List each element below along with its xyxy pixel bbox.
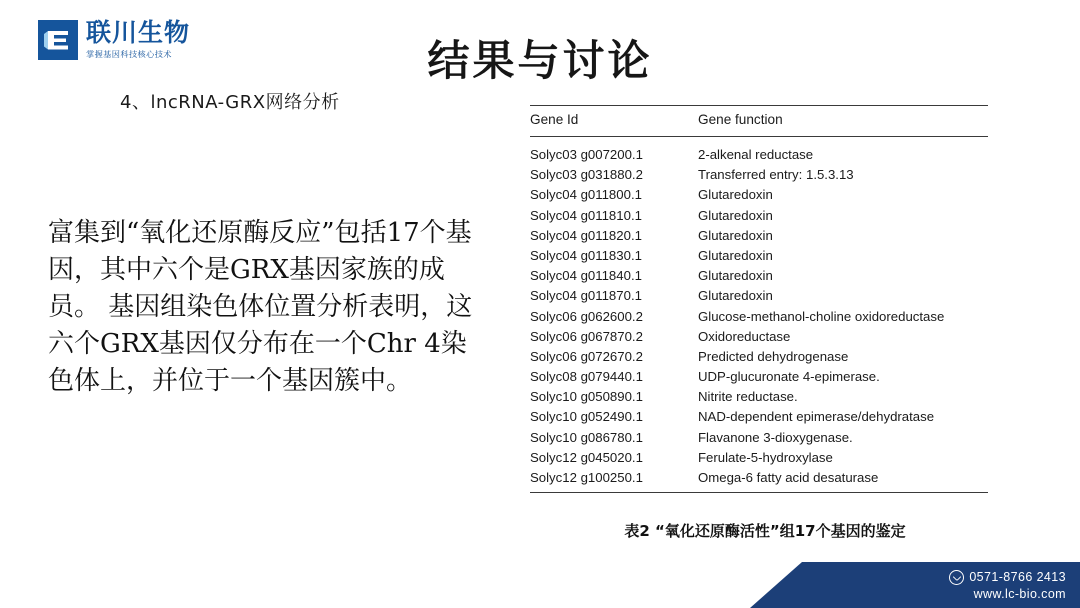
- table-row: [530, 467, 988, 492]
- table-head: [530, 106, 988, 137]
- footer-website[interactable]: www.lc-bio.com: [973, 587, 1066, 602]
- cell-gene-id: Solyc12 g045020.1: [530, 449, 643, 465]
- cell-gene-id: Solyc04 g011830.1: [530, 247, 642, 263]
- cell-gene-function: Transferred entry: 1.5.3.13: [698, 167, 854, 183]
- cell-gene-function: Omega-6 fatty acid desaturase: [698, 470, 879, 485]
- cell-gene-id: Solyc06 g072670.2: [530, 348, 643, 364]
- table-row: [530, 205, 988, 225]
- table-row: [530, 266, 988, 286]
- footer-contact: [949, 569, 1066, 603]
- table-row: [530, 286, 988, 306]
- cell-gene-id: Solyc04 g011870.1: [530, 288, 642, 304]
- body-paragraph: 富集到“氧化还原酶反应”包括17个基因，其中六个是GRX基因家族的成员。 基因组染色体位置分析表明，这六个GRX基因仅分布在一个Chr 4染色体上，并位于一个基因簇中。: [48, 218, 473, 396]
- cell-gene-id: Solyc10 g050890.1: [530, 389, 643, 405]
- phone-icon: [949, 570, 964, 585]
- footer-phone: 0571-8766 2413: [969, 570, 1066, 585]
- table-caption: 表2 “氧化还原酶活性”组17个基因的鉴定: [624, 522, 906, 540]
- cell-gene-function: UDP-glucuronate 4-epimerase.: [698, 369, 880, 385]
- cell-gene-id: Solyc06 g062600.2: [530, 308, 643, 324]
- cell-gene-function: NAD-dependent epimerase/dehydratase: [698, 409, 935, 425]
- column-header-gene-id: Gene Id: [530, 106, 698, 137]
- table-row: [530, 427, 988, 447]
- table-row: [530, 185, 988, 205]
- table-row: [530, 245, 988, 265]
- cell-gene-function: Glutaredoxin: [698, 247, 773, 263]
- footer-banner: [750, 562, 1080, 608]
- table-body: [530, 137, 988, 493]
- logo-company-name: 联川生物: [86, 18, 191, 48]
- table-row: [530, 306, 988, 326]
- cell-gene-function: Glutaredoxin: [698, 227, 773, 243]
- cell-gene-id: Solyc04 g011820.1: [530, 227, 642, 243]
- cell-gene-function: Predicted dehydrogenase: [698, 348, 849, 364]
- cell-gene-function: 2-alkenal reductase: [698, 147, 814, 162]
- table-row: [530, 447, 988, 467]
- cell-gene-function: Glutaredoxin: [698, 187, 773, 203]
- cell-gene-function: Glutaredoxin: [698, 207, 773, 223]
- table-row: [530, 407, 988, 427]
- section-heading: 4、lncRNA-GRX网络分析: [120, 92, 340, 113]
- table-row: [530, 366, 988, 386]
- cell-gene-function: Oxidoreductase: [698, 328, 791, 344]
- table-row: [530, 387, 988, 407]
- cell-gene-id: Solyc04 g011800.1: [530, 187, 642, 203]
- column-header-gene-function: Gene function: [698, 106, 988, 137]
- gene-table-wrapper: [530, 105, 988, 493]
- gene-table: [530, 105, 988, 493]
- footer-website-line[interactable]: [949, 586, 1066, 603]
- table-row: [530, 326, 988, 346]
- cell-gene-id: Solyc03 g031880.2: [530, 167, 643, 183]
- table-row: [530, 346, 988, 366]
- table-row: [530, 137, 988, 165]
- cell-gene-function: Glutaredoxin: [698, 268, 773, 284]
- footer-phone-line: [949, 569, 1066, 586]
- cell-gene-function: Glucose-methanol-choline oxidoreductase: [698, 308, 945, 324]
- cell-gene-id: Solyc04 g011810.1: [530, 207, 642, 223]
- cell-gene-id: Solyc12 g100250.1: [530, 470, 643, 485]
- cell-gene-function: Glutaredoxin: [698, 288, 773, 304]
- cell-gene-function: Ferulate-5-hydroxylase: [698, 449, 833, 465]
- cell-gene-id: Solyc08 g079440.1: [530, 369, 643, 385]
- page-title: 结果与讨论: [427, 36, 653, 85]
- table-row: [530, 225, 988, 245]
- cell-gene-id: Solyc10 g052490.1: [530, 409, 643, 425]
- cell-gene-function: Nitrite reductase.: [698, 389, 798, 405]
- cell-gene-id: Solyc06 g067870.2: [530, 328, 643, 344]
- cell-gene-id: Solyc10 g086780.1: [530, 429, 643, 445]
- cell-gene-function: Flavanone 3-dioxygenase.: [698, 429, 853, 445]
- logo-tagline: 掌握基因科技核心技术: [86, 48, 172, 59]
- cell-gene-id: Solyc03 g007200.1: [530, 147, 643, 162]
- cell-gene-id: Solyc04 g011840.1: [530, 268, 642, 284]
- table-row: [530, 165, 988, 185]
- table-header-row: [530, 106, 988, 137]
